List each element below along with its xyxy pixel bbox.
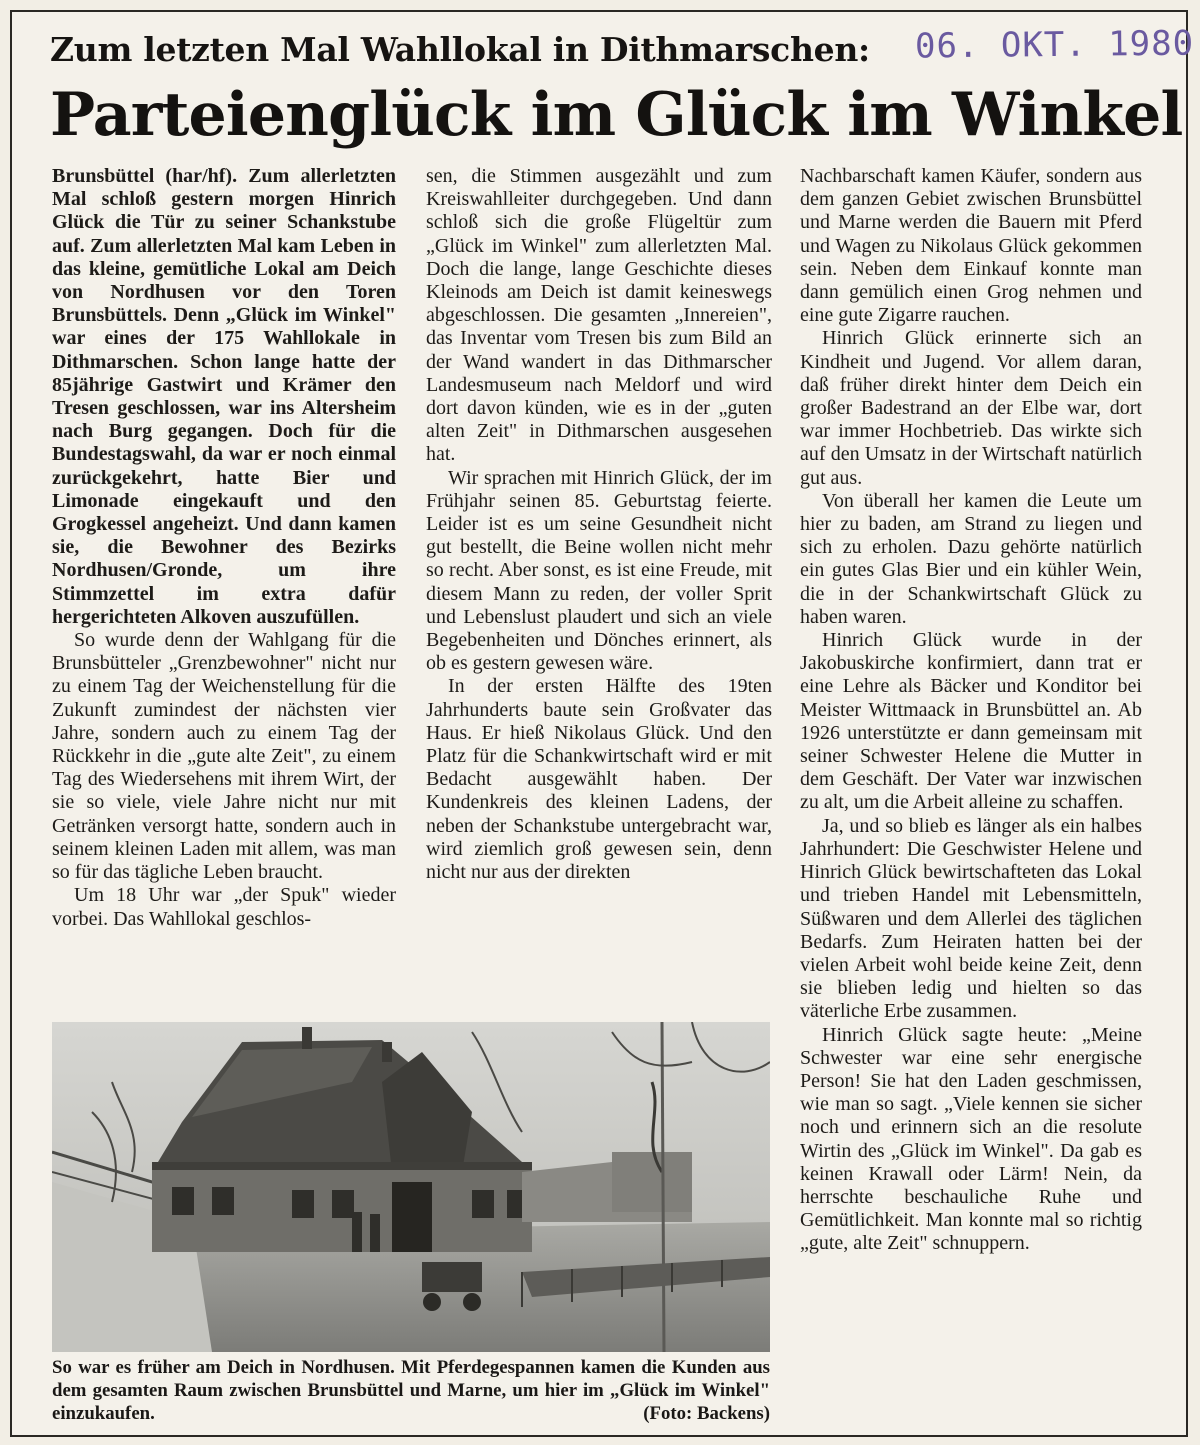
paragraph: So wurde denn der Wahlgang für die Brunsbütteler „Grenzbewohner" nicht nur zu einem Tag der Weichenstellung für die Zukunft zumindest der nächsten vier Jahre, sondern auch zu einem Tag der Rückkehr in die „gute alte Zeit", zu einem Tag des Wiedersehens mit ihrem Wirt, der sie so viele, viele Jahre nicht nur mit Getränken versorgt hatte, sondern auch in seinem kleinen Laden mit allem, was man so für das tägliche Leben braucht. bbox=[52, 629, 396, 884]
paragraph: Wir sprachen mit Hinrich Glück, der im Frühjahr seinen 85. Geburtstag feierte. Leider ist es um seine Gesundheit nicht gut bestellt, die Beine wollen nicht mehr so recht. Aber sonst, es ist eine Freude, mit diesem Mann zu reden, der voller Sprit und Lebenslust plaudert und sich an viele Begebenheiten und Dönches erinnert, als ob es gestern gewesen wäre. bbox=[426, 466, 772, 675]
main-headline: Parteienglück im Glück im Winkel bbox=[50, 80, 1183, 150]
kicker-headline: Zum letzten Mal Wahllokal in Dithmarschen: bbox=[50, 30, 870, 69]
paragraph: Hinrich Glück sagte heute: „Meine Schwester war eine sehr energische Person! Sie hat den Laden geschmissen, wie man so sagt. „Viele kennen sie sicher noch und erinnern sich an die resolute Wirtin des „Glück im Winkel". Da gab es keinen Krawall oder Lärm! Nein, da herrschte beschauliche Ruhe und Gemütlichkeit. Man konnte mal so richtig „gute, alte Zeit" schnuppern. bbox=[800, 1023, 1142, 1255]
paragraph: In der ersten Hälfte des 19ten Jahrhunderts baute sein Großvater das Haus. Er hieß Nikolaus Glück. Und den Platz für die Schankwirtschaft wird er mit Bedacht ausgewählt haben. Der Kundenkreis des kleinen Ladens, der neben der Schankstube untergebracht war, wird ziemlich groß gewesen sein, denn nicht nur aus der direkten bbox=[426, 675, 772, 884]
paragraph: Um 18 Uhr war „der Spuk" wieder vorbei. Das Wahllokal geschlos- bbox=[52, 884, 396, 930]
photo-caption bbox=[52, 1356, 770, 1425]
paragraph: Ja, und so blieb es länger als ein halbes Jahrhundert: Die Geschwister Helene und Hinrich Glück bewirtschafteten das Lokal und trieben Handel mit Lebensmitteln, Süßwaren und dem Allerlei des täglichen Bedarfs. Zum Heiraten hatten bei der vielen Arbeit wohl beide keine Zeit, denn sie blieben ledig und hielten so das väterliche Erbe zusammen. bbox=[800, 814, 1142, 1023]
paragraph: Brunsbüttel (har/hf). Zum allerletzten Mal schloß gestern morgen Hinrich Glück die Tür zu seiner Schankstube auf. Zum allerletzten Mal kam Leben in das kleine, gemütliche Lokal am Deich von Nordhusen vor den Toren Brunsbüttels. Denn „Glück im Winkel" war eines der 175 Wahllokale in Dithmarschen. Schon lange hatte der 85jährige Gastwirt und Krämer den Tresen geschlossen, war ins Altersheim nach Burg gegangen. Doch für die Bundestagswahl, da war er noch einmal zurückgekehrt, hatte Bier und Limonade eingekauft und den Grogkessel angeheizt. Und dann kamen sie, die Bewohner des Bezirks Nordhusen/Gronde, um ihre Stimmzettel im extra dafür hergerichteten Alkoven auszufüllen. bbox=[52, 165, 396, 628]
date-stamp: 06. OKT. 1980 bbox=[914, 23, 1195, 67]
paragraph: Nachbarschaft kamen Käufer, sondern aus dem ganzen Gebiet zwischen Brunsbüttel und Marne werden die Bauern mit Pferd und Wagen zu Nikolaus Glück gekommen sein. Neben dem Einkauf konnte man dann gemülich einen Grog nehmen und eine gute Zigarre rauchen. bbox=[800, 165, 1142, 327]
caption-text: So war es früher am Deich in Nordhusen. Mit Pferdegespannen kamen die Kunden aus dem gesamten Raum zwischen Brunsbüttel und Marne, um hier im „Glück im Winkel" einzukaufen. bbox=[52, 1357, 770, 1424]
paragraph: sen, die Stimmen ausgezählt und zum Kreiswahlleiter durchgegeben. Und dann schloß sich die große Flügeltür zum „Glück im Winkel" zum allerletzten Mal. Doch die lange, lange Geschichte dieses Kleinods am Deich ist damit keineswegs abgeschlossen. Die gesamten „Innereien", das Inventar vom Tresen bis zum Bild an der Wand wandert in das Dithmarscher Landesmuseum nach Meldorf und wird dort davon künden, wie es in der „guten alten Zeit" in Dithmarschen ausgesehen hat. bbox=[426, 165, 772, 466]
article-column-3 bbox=[800, 165, 1142, 1256]
paragraph: Von überall her kamen die Leute um hier zu baden, am Strand zu liegen und sich zu erholen. Dazu gehörte natürlich ein gutes Glas Bier und ein kühler Wein, die in der Schankwirtschaft Glück zu haben waren. bbox=[800, 489, 1142, 628]
photo-illustration bbox=[52, 1022, 770, 1352]
article-column-2 bbox=[426, 165, 772, 884]
paragraph: Hinrich Glück erinnerte sich an Kindheit und Jugend. Vor allem daran, daß früher direkt hinter dem Deich ein großer Badestrand an der Elbe war, dort war immer Hochbetrieb. Das wirkte sich auf den Umsatz in der Wirtschaft natürlich gut aus. bbox=[800, 327, 1142, 489]
article-column-1 bbox=[52, 165, 396, 931]
historic-house-photo bbox=[52, 1022, 770, 1352]
paragraph: Hinrich Glück wurde in der Jakobuskirche konfirmiert, dann trat er eine Lehre als Bäcker und Konditor bei Meister Wittmaack in Brunsbüttel an. Ab 1926 unterstützte er dann gemeinsam mit seiner Schwester Helene die Mutter in dem Geschäft. Der Vater war inzwischen zu alt, um die Arbeit alleine zu schaffen. bbox=[800, 629, 1142, 814]
photo-credit: (Foto: Backens) bbox=[643, 1403, 770, 1424]
